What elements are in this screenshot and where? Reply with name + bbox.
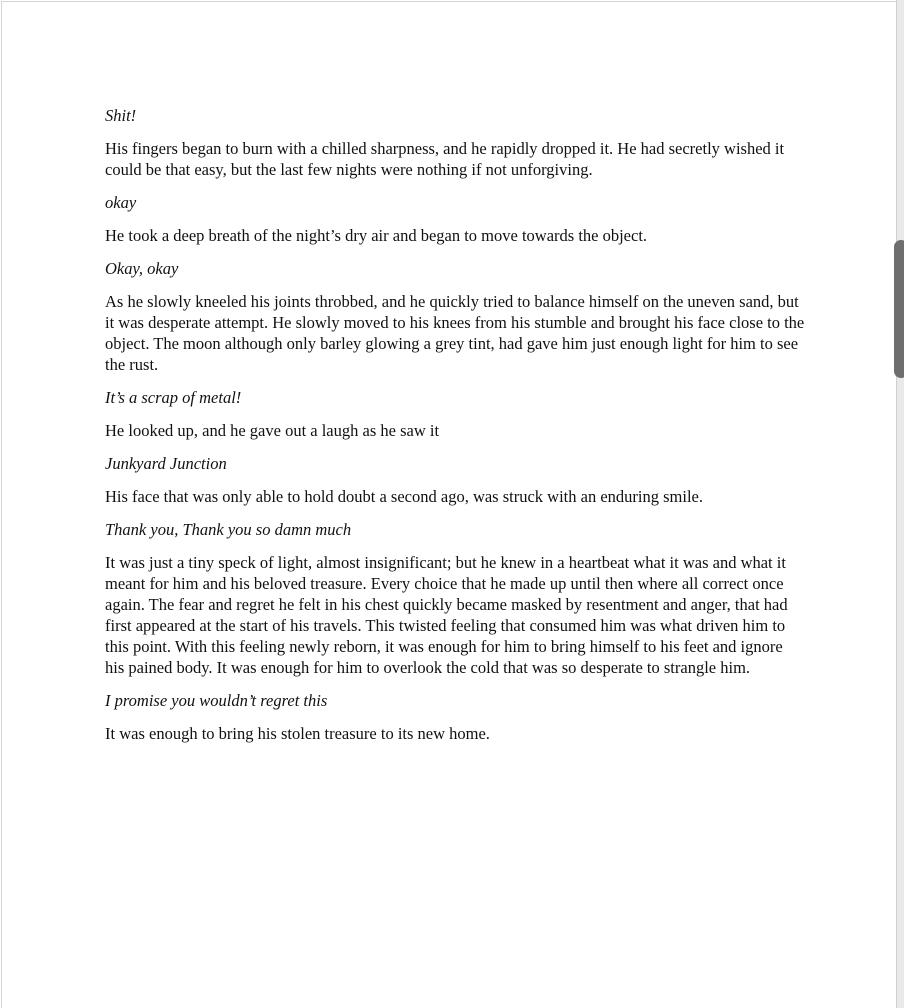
italic-line: I promise you wouldn’t regret this (105, 691, 328, 710)
paragraph: He looked up, and he gave out a laugh as he saw it (105, 421, 440, 440)
scrollbar-thumb[interactable] (894, 240, 904, 378)
paragraph: It was enough to bring his stolen treasure to its new home. (105, 724, 490, 743)
italic-line: okay (105, 193, 137, 212)
italic-line: It’s a scrap of metal! (105, 388, 242, 407)
italic-line: Thank you, Thank you so damn much (105, 520, 352, 539)
italic-line: Shit! (105, 106, 137, 125)
italic-line: Junkyard Junction (105, 454, 227, 473)
italic-line: Okay, okay (105, 259, 179, 278)
paragraph: As he slowly kneeled his joints throbbed, and he quickly tried to balance himself on the uneven sand, but it was desperate attempt. He slowly moved to his knees from his stumble and brought his face close to the object. The moon although only barley glowing a grey tint, had gave him just enough light for him to see the rust. (105, 292, 805, 374)
paragraph: His fingers began to burn with a chilled sharpness, and he rapidly dropped it. He had secretly wished it could be that easy, but the last few nights were nothing if not unforgiving. (105, 139, 785, 179)
page-body (105, 105, 805, 756)
paragraph: It was just a tiny speck of light, almost insignificant; but he knew in a heartbeat what it was and what it meant for him and his beloved treasure. Every choice that he made up until then where all correct once again. The fear and regret he felt in his chest quickly became masked by resentment and anger, that had first appeared at the start of his travels. This twisted feeling that consumed him was what driven him to this point. With this feeling newly reborn, it was enough for him to bring himself to his feet and ignore his pained body. It was enough for him to overlook the cold that was so desperate to strangle him. (105, 553, 788, 677)
document-page (1, 1, 896, 1008)
paragraph: He took a deep breath of the night’s dry air and began to move towards the object. (105, 226, 648, 245)
paragraph: His face that was only able to hold doubt a second ago, was struck with an enduring smile. (105, 487, 703, 506)
scrollbar-track[interactable] (896, 0, 904, 1008)
